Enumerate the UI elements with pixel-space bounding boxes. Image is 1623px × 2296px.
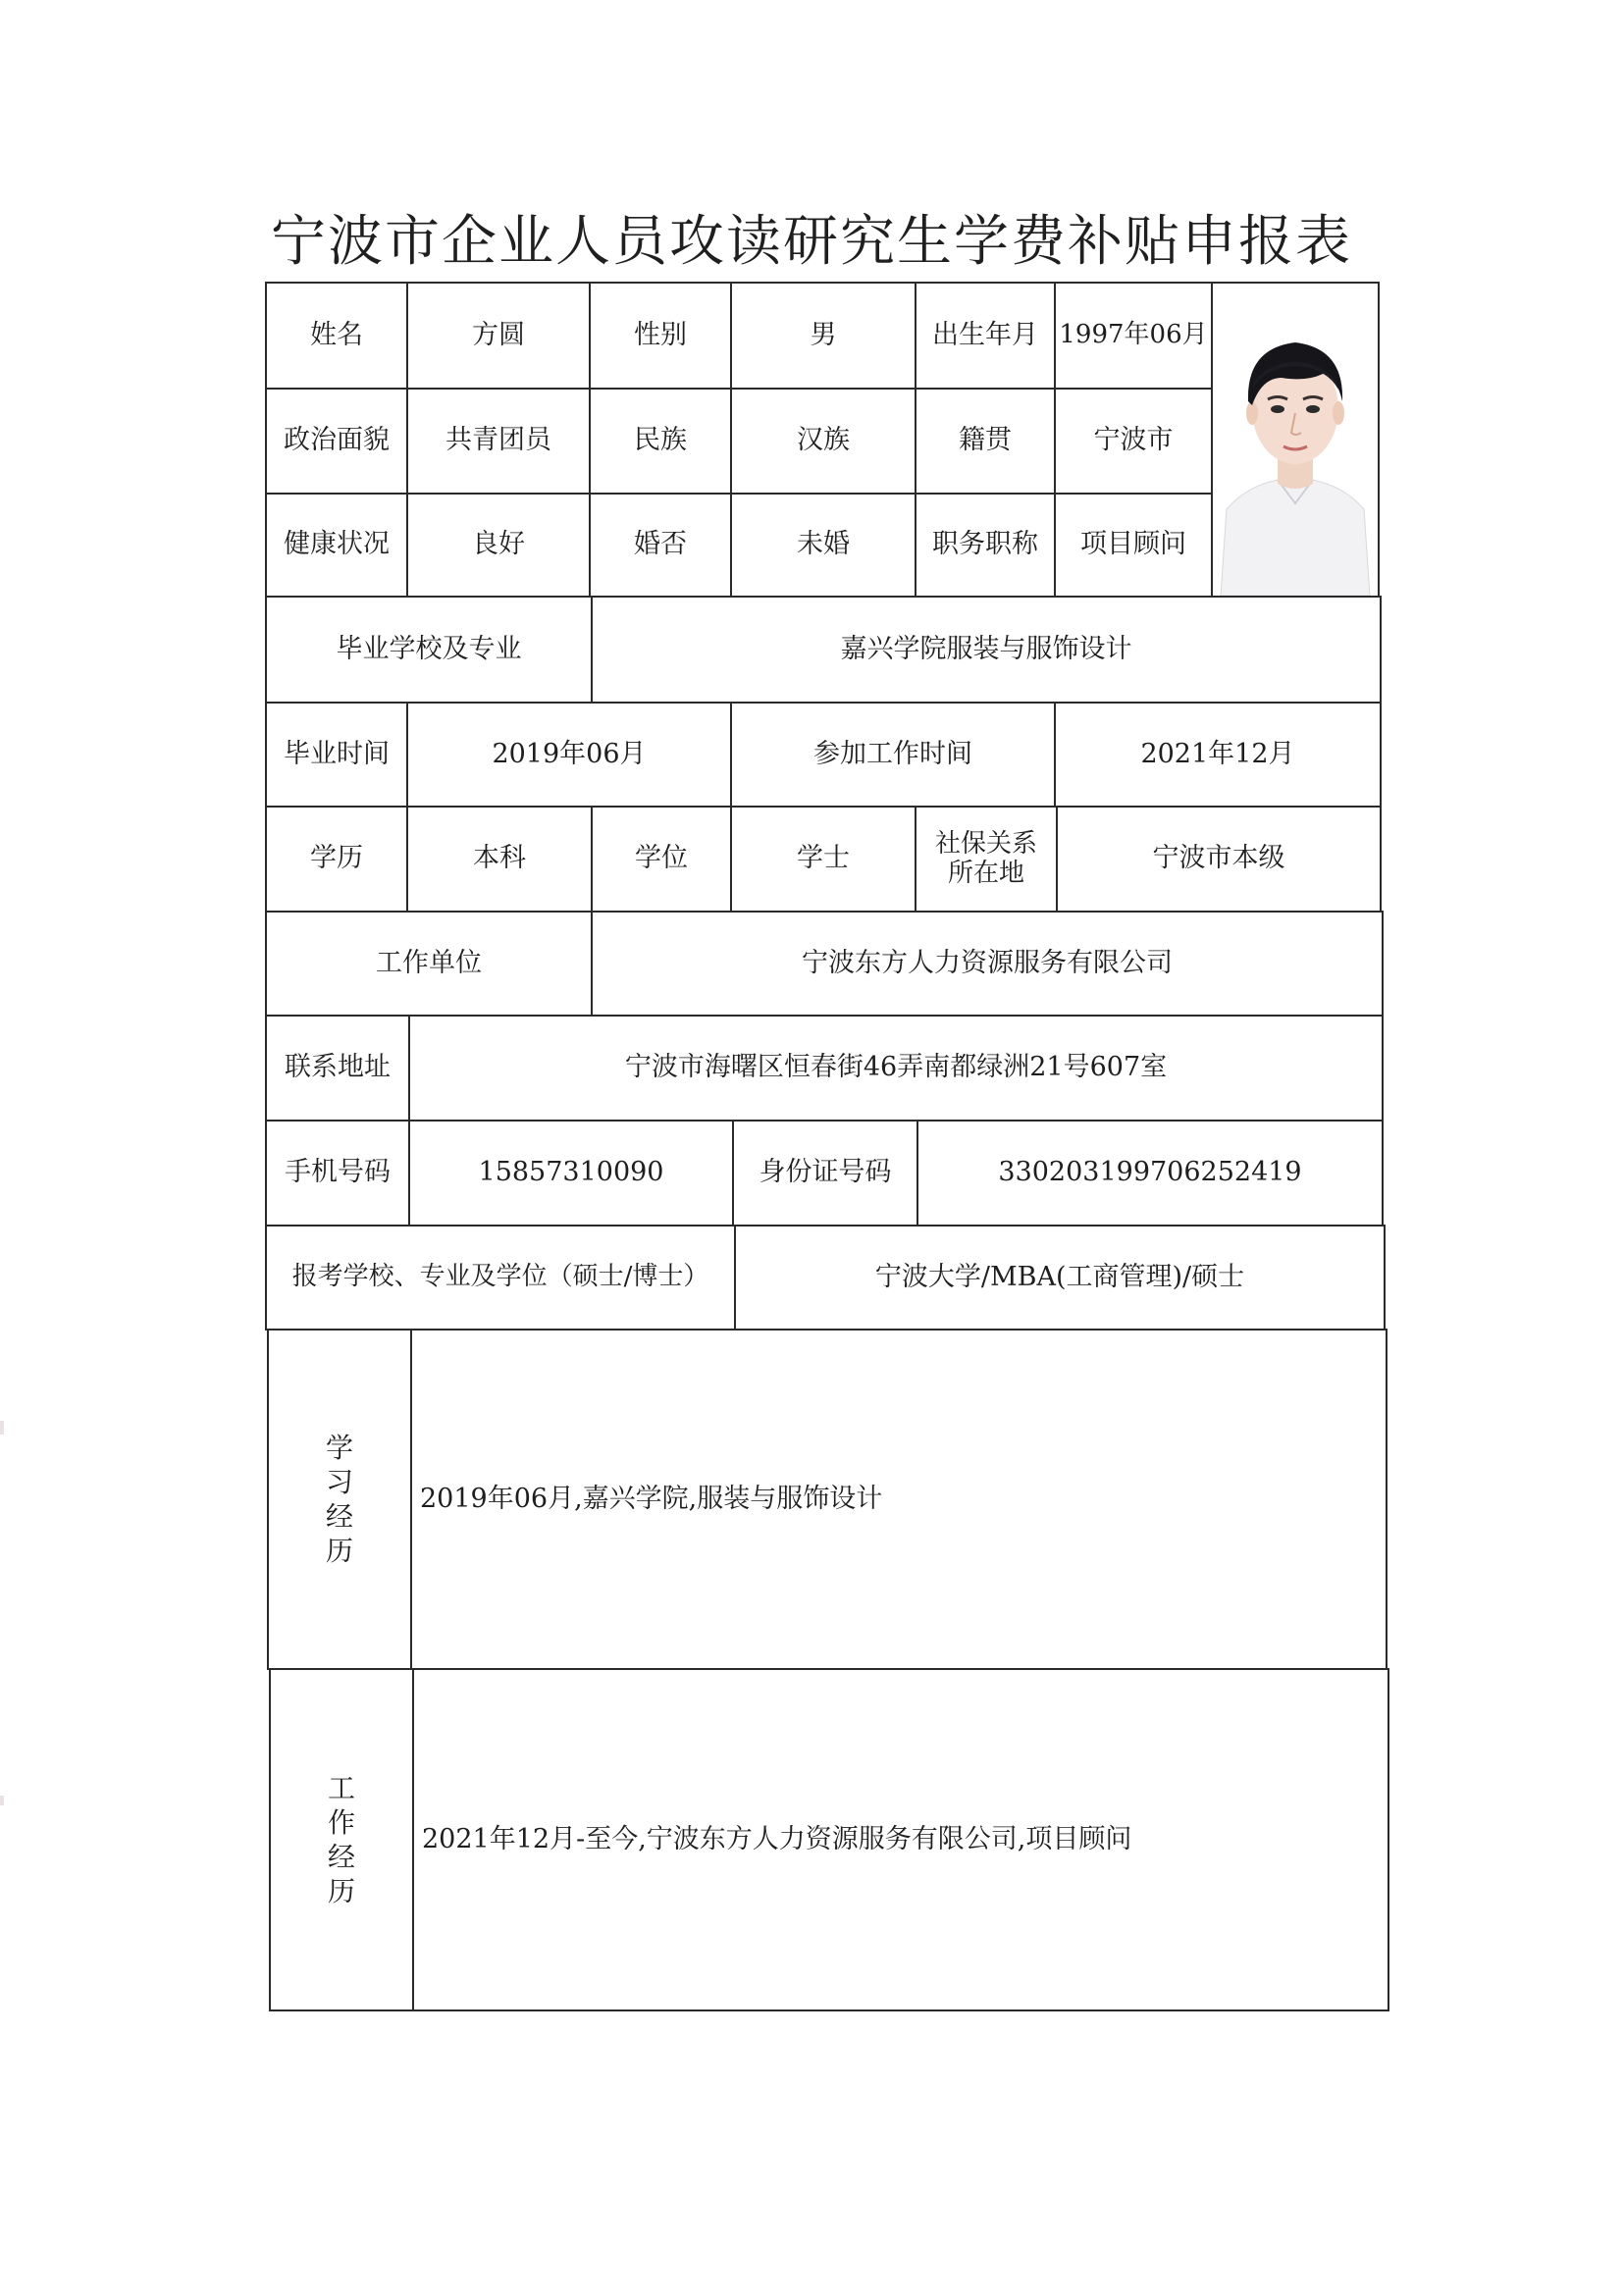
- name-value: 方圆: [406, 282, 591, 390]
- ethnicity-value: 汉族: [730, 388, 916, 495]
- work-start-label: 参加工作时间: [730, 702, 1056, 808]
- political-value: 共青团员: [406, 388, 591, 495]
- id-value: 330203199706252419: [916, 1120, 1384, 1226]
- study-history-label-char: 历: [325, 1535, 353, 1567]
- education-label: 学历: [265, 806, 408, 913]
- school-value: 嘉兴学院服装与服饰设计: [591, 596, 1382, 704]
- study-history-label-char: 学: [325, 1432, 353, 1464]
- work-history-label-char: 作: [327, 1806, 355, 1839]
- birth-value: 1997年06月: [1054, 282, 1213, 390]
- marital-value: 未婚: [730, 493, 916, 598]
- study-history-value: 2019年06月,嘉兴学院,服装与服饰设计: [410, 1329, 1387, 1670]
- work-start-value: 2021年12月: [1054, 702, 1382, 808]
- scan-artifact: [0, 1796, 4, 1805]
- apply-value: 宁波大学/MBA(工商管理)/硕士: [734, 1225, 1386, 1331]
- social-security-label: [915, 806, 1058, 913]
- origin-label: 籍贯: [915, 388, 1056, 495]
- school-label: 毕业学校及专业: [265, 596, 593, 704]
- health-value: 良好: [406, 493, 591, 598]
- social-security-value: 宁波市本级: [1056, 806, 1382, 913]
- form-title: 宁波市企业人员攻读研究生学费补贴申报表: [271, 210, 1352, 274]
- origin-value: 宁波市: [1054, 388, 1213, 495]
- graduation-time-value: 2019年06月: [406, 702, 732, 808]
- study-history-label-char: 经: [325, 1500, 353, 1533]
- address-value: 宁波市海曙区恒春街46弄南都绿洲21号607室: [408, 1015, 1384, 1122]
- ethnicity-label: 民族: [589, 388, 732, 495]
- degree-label: 学位: [591, 806, 732, 913]
- study-history-label: [267, 1329, 412, 1670]
- degree-value: 学士: [730, 806, 916, 913]
- work-history-label: [269, 1668, 414, 2011]
- graduation-time-label: 毕业时间: [265, 702, 408, 808]
- address-label: 联系地址: [265, 1015, 410, 1122]
- social-security-label-line2: 所在地: [947, 858, 1024, 888]
- phone-value: 15857310090: [408, 1120, 734, 1226]
- work-history-label-char: 历: [327, 1875, 355, 1907]
- study-history-label-char: 习: [325, 1466, 353, 1498]
- work-history-label-char: 工: [327, 1772, 355, 1804]
- name-label: 姓名: [265, 282, 408, 390]
- portrait-image: [1213, 284, 1378, 596]
- social-security-label-line1: 社保关系: [934, 828, 1037, 859]
- position-value: 项目顾问: [1054, 493, 1213, 598]
- gender-value: 男: [730, 282, 916, 390]
- gender-label: 性别: [589, 282, 732, 390]
- applicant-photo: [1211, 282, 1380, 598]
- position-label: 职务职称: [915, 493, 1056, 598]
- employer-label: 工作单位: [265, 911, 593, 1017]
- birth-label: 出生年月: [915, 282, 1056, 390]
- phone-label: 手机号码: [265, 1120, 410, 1226]
- education-value: 本科: [406, 806, 593, 913]
- work-history-label-char: 经: [327, 1841, 355, 1873]
- scan-artifact: [0, 1421, 4, 1435]
- marital-label: 婚否: [589, 493, 732, 598]
- apply-label: 报考学校、专业及学位（硕士/博士）: [265, 1225, 736, 1331]
- health-label: 健康状况: [265, 493, 408, 598]
- employer-value: 宁波东方人力资源服务有限公司: [591, 911, 1384, 1017]
- political-label: 政治面貌: [265, 388, 408, 495]
- id-label: 身份证号码: [732, 1120, 918, 1226]
- work-history-value: 2021年12月-至今,宁波东方人力资源服务有限公司,项目顾问: [412, 1668, 1389, 2011]
